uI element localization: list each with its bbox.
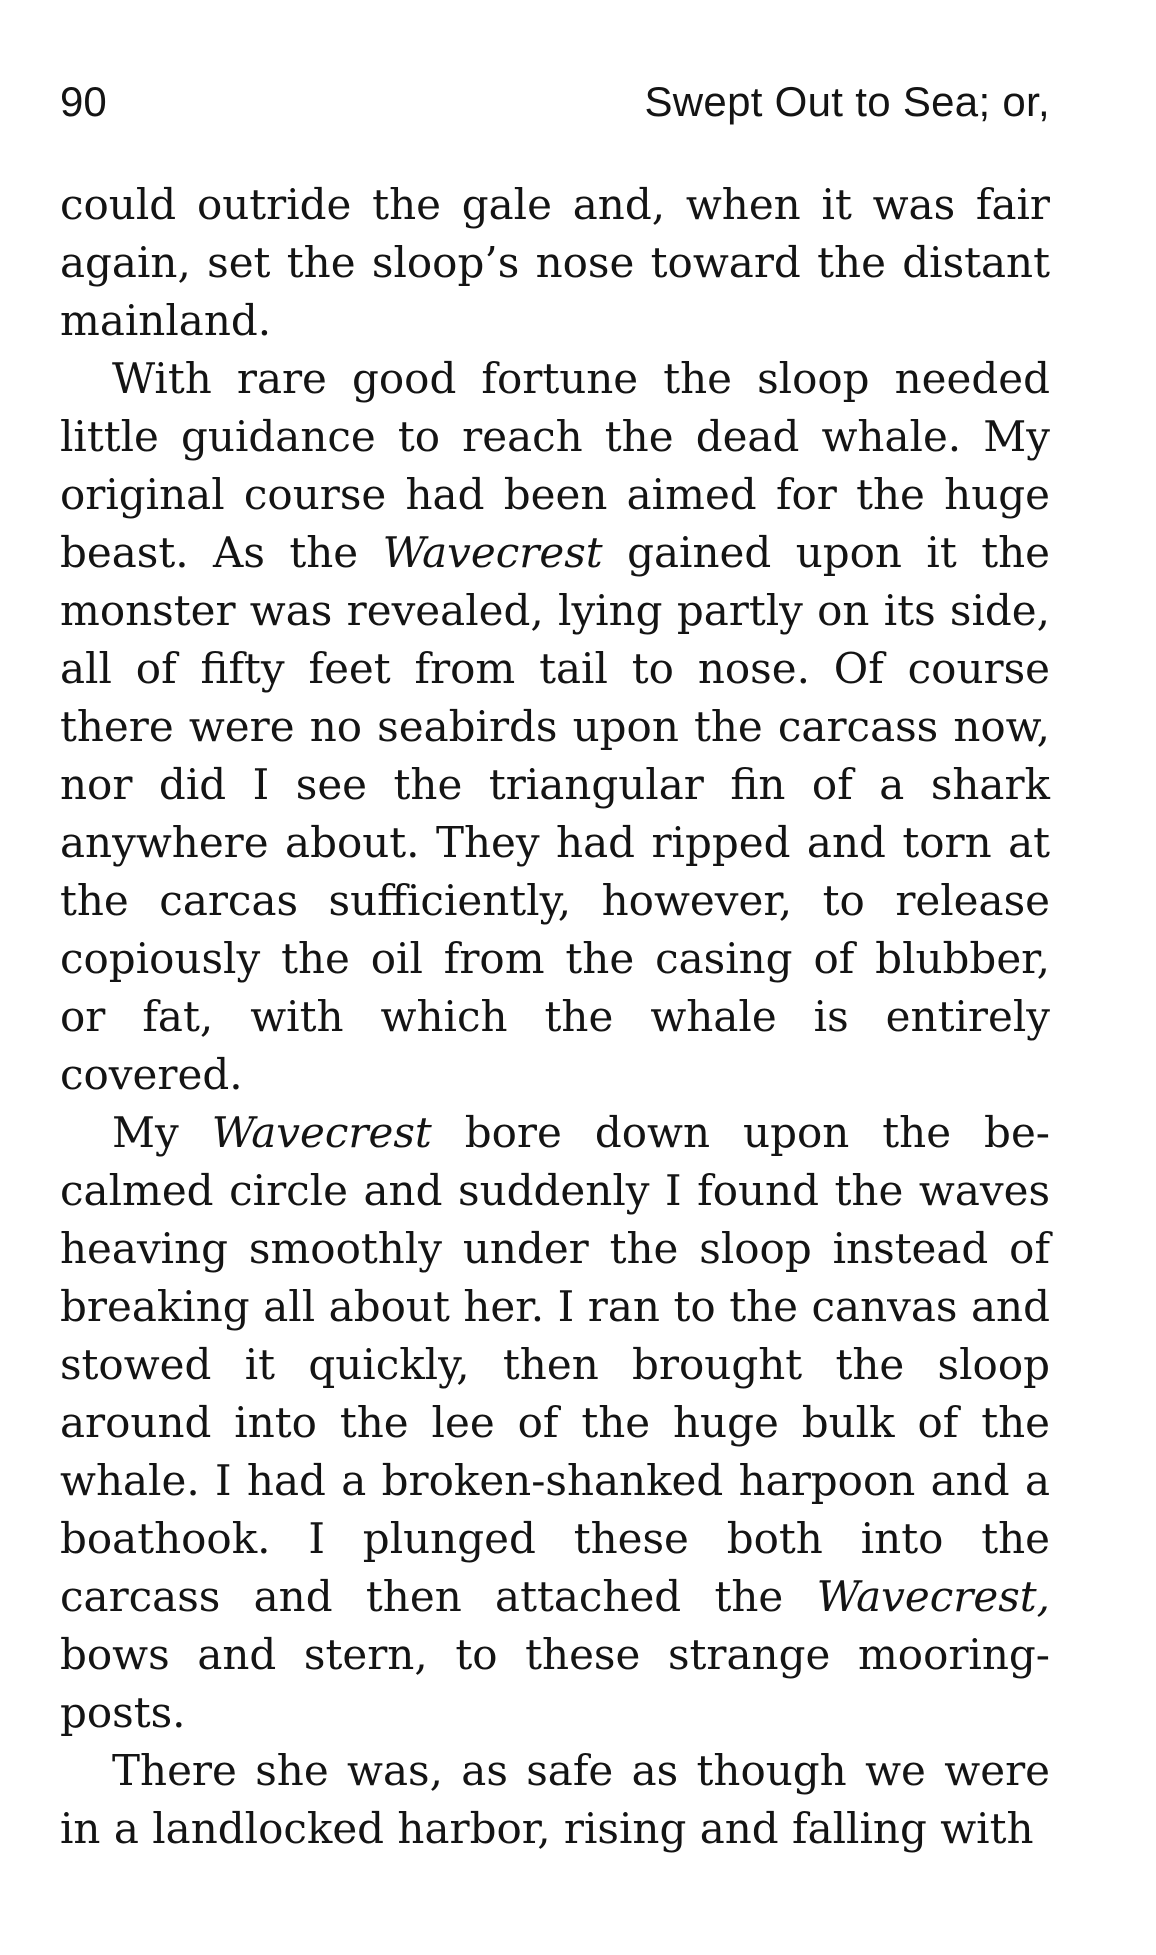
text-segment: bore down upon the becalmed circle and suddenly I found the waves heaving smoothly under the sloop instead of breaking all about her. I ran to the canvas and stowed it quickly, then brought the sloop around into the lee of the huge bulk of the whale. I had a broken-shanked harpoon and a boathook. I plunged these both into the carcass and then attached the: [60, 1108, 1050, 1621]
running-title: Swept Out to Sea; or,: [644, 78, 1050, 125]
text-segment: gained upon it the monster was revealed, lying partly on its side, all of fifty feet from tail to nose. Of course there were no seabirds upon the carcass now, nor did I see the triangular fin of a shark anywhere about. They had ripped and torn at the carcas sufficiently, however, to release copiously the oil from the casing of blubber, or fat, with which the whale is entirely covered.: [60, 528, 1050, 1099]
body-text: [60, 176, 1050, 1858]
running-head: [60, 78, 1050, 138]
text-segment: My: [112, 1108, 212, 1157]
text-segment: could outride the gale and, when it was fair again, set the sloop’s nose toward the distant mainland.: [60, 180, 1050, 345]
ship-name-italic: Wavecrest: [382, 528, 603, 577]
book-page: [60, 0, 1050, 1955]
ship-name-italic: Wavecrest,: [816, 1572, 1050, 1621]
paragraph: [60, 1742, 1050, 1858]
paragraph: [60, 1104, 1050, 1742]
text-segment: There she was, as safe as though we were in a landlocked harbor, rising and falling with: [60, 1746, 1050, 1853]
page-number: 90: [60, 78, 107, 125]
text-segment: With rare good fortune the sloop needed little guidance to reach the dead whale. My original course had been aimed for the huge beast. As the: [60, 354, 1050, 577]
paragraph: [60, 350, 1050, 1104]
ship-name-italic: Wavecrest: [211, 1108, 432, 1157]
paragraph: [60, 176, 1050, 350]
text-segment: bows and stern, to these strange mooring-posts.: [60, 1630, 1050, 1737]
